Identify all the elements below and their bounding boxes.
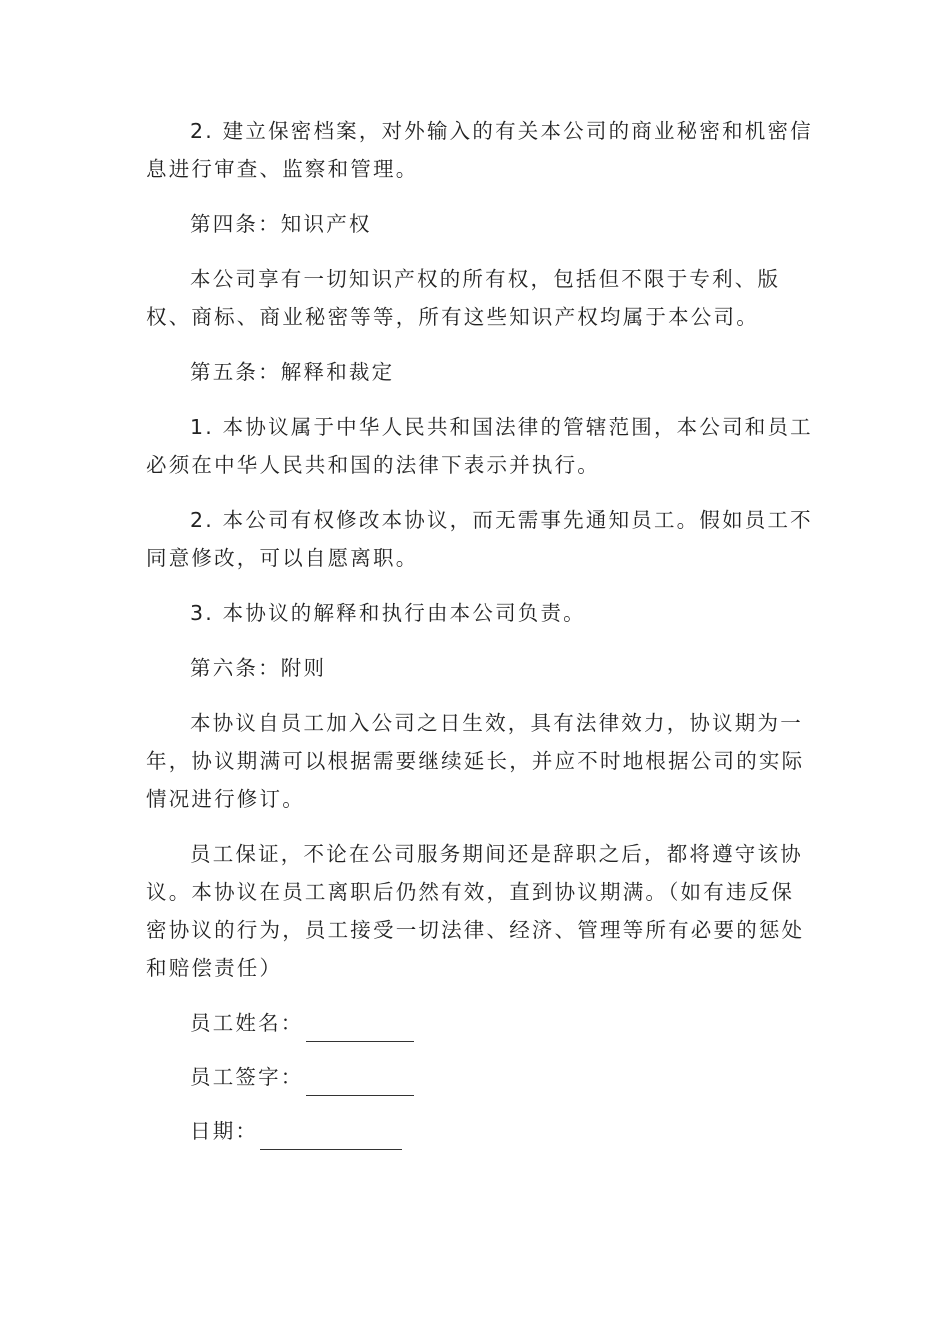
article-4-heading: 第四条：知识产权 bbox=[190, 212, 372, 236]
article-6-body: 本协议自员工加入公司之日生效，具有法律效力，协议期为一年，协议期满可以根据需要继续延长，并应不时地根据公司的实际情况进行修订。 bbox=[146, 711, 805, 811]
employee-signature-label: 员工签字： bbox=[190, 1065, 304, 1089]
employee-name-blank[interactable] bbox=[306, 1015, 414, 1042]
document-body bbox=[146, 112, 814, 1166]
article-5-item-3: 3. 本协议的解释和执行由本公司负责。 bbox=[190, 601, 586, 625]
article-5-item-1: 1. 本协议属于中华人民共和国法律的管辖范围，本公司和员工必须在中华人民共和国的法律下表示并执行。 bbox=[146, 415, 813, 477]
employee-name-label: 员工姓名： bbox=[190, 1011, 304, 1035]
date-blank[interactable] bbox=[260, 1123, 402, 1150]
employee-guarantee: 员工保证，不论在公司服务期间还是辞职之后，都将遵守该协议。本协议在员工离职后仍然有效，直到协议期满。（如有违反保密协议的行为，员工接受一切法律、经济、管理等所有必要的惩处和赔偿责任） bbox=[146, 842, 805, 980]
article-4-body: 本公司享有一切知识产权的所有权，包括但不限于专利、版权、商标、商业秘密等等，所有这些知识产权均属于本公司。 bbox=[146, 267, 781, 329]
employee-signature-row bbox=[190, 1058, 814, 1096]
employee-name-row bbox=[190, 1004, 814, 1042]
article-6-heading: 第六条：附则 bbox=[190, 656, 327, 680]
article-5-item-2: 2. 本公司有权修改本协议，而无需事先通知员工。假如员工不同意修改，可以自愿离职。 bbox=[146, 508, 813, 570]
date-row bbox=[190, 1112, 814, 1150]
employee-signature-blank[interactable] bbox=[306, 1069, 414, 1096]
article-5-heading: 第五条：解释和裁定 bbox=[190, 360, 395, 384]
date-label: 日期： bbox=[190, 1119, 259, 1143]
clause-3-item-2: 2. 建立保密档案，对外输入的有关本公司的商业秘密和机密信息进行审查、监察和管理。 bbox=[146, 119, 813, 181]
